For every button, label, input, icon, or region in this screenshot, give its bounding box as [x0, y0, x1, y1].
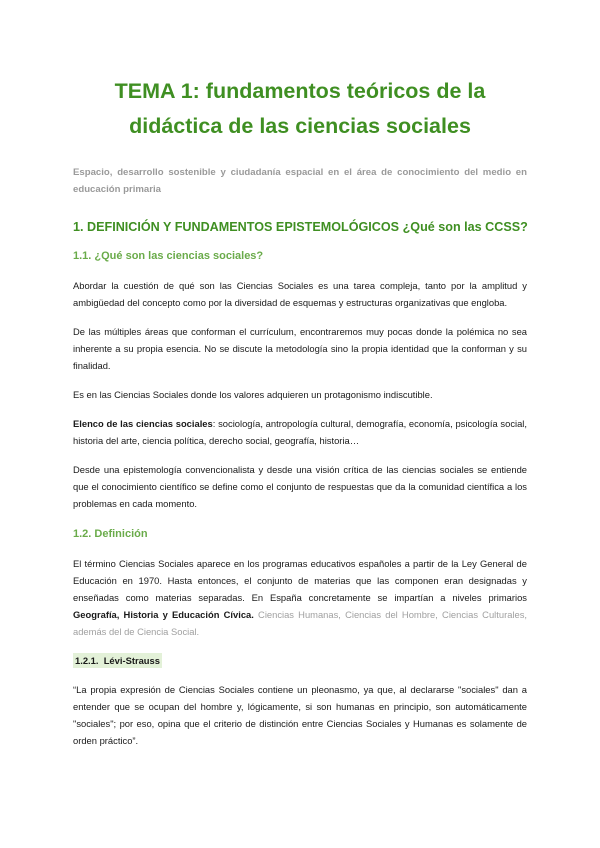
- document-title: [73, 74, 527, 144]
- paragraph-4-label: Elenco de las ciencias sociales: [73, 418, 213, 429]
- paragraph-1: Abordar la cuestión de qué son las Ciencias Sociales es una tarea compleja, tanto por la amplitud y ambigüedad del concepto como por la diversidad de esquemas y estructuras organizativas que engloba.: [73, 280, 527, 308]
- title-line-1: TEMA 1: fundamentos teóricos de la: [114, 79, 486, 103]
- paragraph-5: Desde una epistemología convencionalista y desde una visión crítica de las ciencias sociales se entiende que el conocimiento científico se define como el conjunto de respuestas que da la comunidad científica a los problemas en cada momento.: [73, 464, 527, 509]
- section-1-2-1-number: 1.2.1.: [75, 655, 99, 666]
- paragraph-6-bold: Geografía, Historia y Educación Cívica.: [73, 609, 254, 620]
- paragraph-4: [73, 415, 527, 449]
- paragraph-2: De las múltiples áreas que conforman el currículum, encontraremos muy pocas donde la polémica no sea inherente a su propia esencia. No se discute la metodología sino la propia identidad que la conforman y su finalidad.: [73, 326, 527, 371]
- paragraph-6-main: El término Ciencias Sociales aparece en los programas educativos españoles a partir de la Ley General de Educación en 1970. Hasta entonces, el conjunto de materias que las componen eran designadas y enseñadas como materias separadas. En España concretamente se impartían a niveles primarios: [73, 558, 527, 603]
- title-line-2: didáctica de las ciencias sociales: [129, 114, 471, 138]
- section-1-2-1-highlight: [73, 653, 162, 668]
- section-1-2-1-heading: [73, 652, 527, 669]
- section-1-2-heading: 1.2. Definición: [73, 528, 148, 540]
- paragraph-4-text: : sociología, antropología cultural, demografía, economía, psicología social, historia del arte, ciencia política, derecho social, geografía, historia…: [73, 418, 527, 446]
- quote-paragraph: “La propia expresión de Ciencias Sociales contiene un pleonasmo, ya que, al declararse "sociales" dan a entender que se ocupan del hombre y, lógicamente, si son humanas en principio, son automáticamente "sociales"; por eso, opina que el criterio de distinción entre Ciencias Sociales y Humanas es solamente de orden práctico”.: [73, 684, 527, 746]
- document-subtitle: Espacio, desarrollo sostenible y ciudadanía espacial en el área de conocimiento del medio en educación primaria: [73, 167, 527, 195]
- paragraph-6: [73, 555, 527, 640]
- section-1-2-1-title: Lévi-Strauss: [103, 655, 160, 666]
- paragraph-3: Es en las Ciencias Sociales donde los valores adquieren un protagonismo indiscutible.: [73, 389, 433, 400]
- paragraph-6-muted: Ciencias Humanas, Ciencias del Hombre, Ciencias Culturales, además del de Ciencia Social.: [73, 609, 527, 637]
- section-1-1-heading: 1.1. ¿Qué son las ciencias sociales?: [73, 250, 264, 262]
- section-1-heading: 1. DEFINICIÓN Y FUNDAMENTOS EPISTEMOLÓGICOS ¿Qué son las CCSS?: [73, 220, 528, 234]
